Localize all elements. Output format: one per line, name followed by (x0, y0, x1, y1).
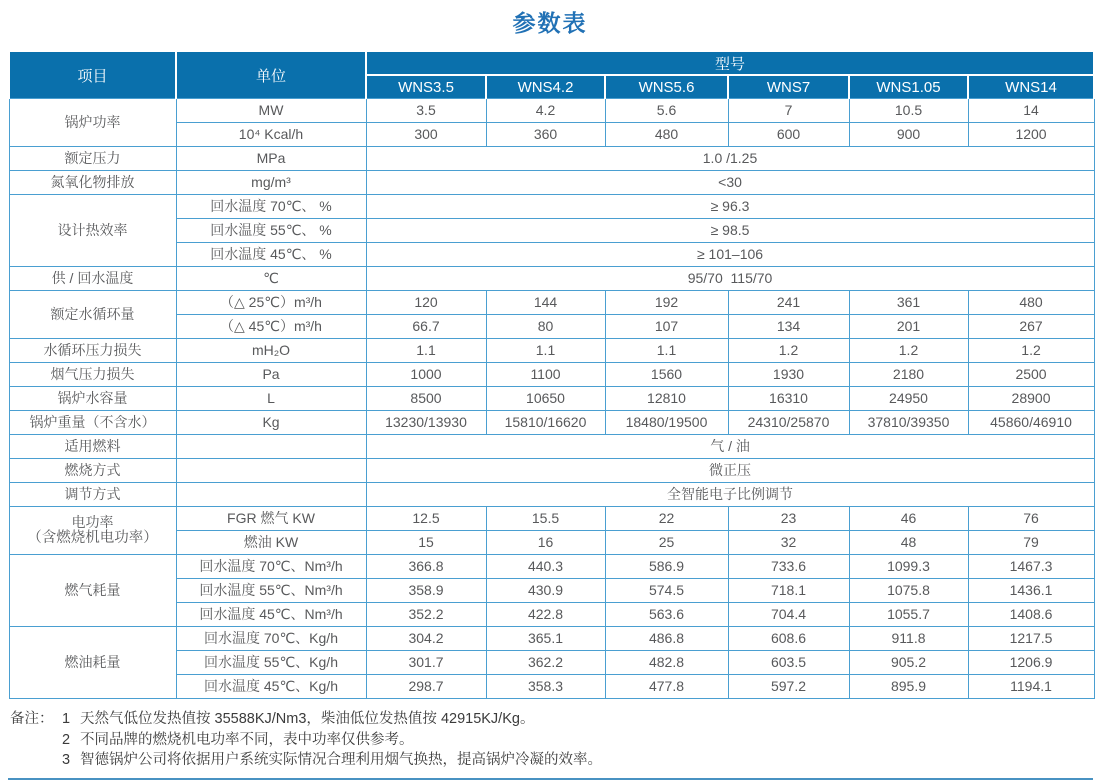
row-label-boiler-power: 锅炉功率 (9, 99, 176, 147)
unit-cell: 回水温度 45℃、Nm³/h (176, 603, 366, 627)
value-cell: 23 (728, 507, 849, 531)
note-line-3 (10, 750, 1100, 771)
value-cell: 298.7 (366, 675, 486, 699)
value-cell: 480 (968, 291, 1094, 315)
value-cell: 1206.9 (968, 651, 1094, 675)
value-cell: 46 (849, 507, 968, 531)
value-cell: 486.8 (605, 627, 728, 651)
value-cell: 48 (849, 531, 968, 555)
row-label-rated-circulation: 额定水循环量 (9, 291, 176, 339)
value-cell: 14 (968, 99, 1094, 123)
table-row (9, 267, 1094, 291)
row-label-electric-power (9, 507, 176, 555)
span-value-cell: 微正压 (366, 459, 1094, 483)
unit-cell: 10⁴ Kcal/h (176, 123, 366, 147)
value-cell: 192 (605, 291, 728, 315)
table-row (9, 291, 1094, 315)
value-cell: 15.5 (486, 507, 605, 531)
value-cell: 22 (605, 507, 728, 531)
table-row (9, 627, 1094, 651)
value-cell: 1217.5 (968, 627, 1094, 651)
table-row (9, 195, 1094, 219)
value-cell: 24310/25870 (728, 411, 849, 435)
note-text: 不同品牌的燃烧机电功率不同，表中功率仅供参考。 (80, 731, 414, 748)
value-cell: 304.2 (366, 627, 486, 651)
value-cell: 120 (366, 291, 486, 315)
value-cell: 79 (968, 531, 1094, 555)
note-number: 1 (62, 711, 71, 727)
value-cell: 360 (486, 123, 605, 147)
value-cell: 18480/19500 (605, 411, 728, 435)
value-cell: 80 (486, 315, 605, 339)
value-cell: 267 (968, 315, 1094, 339)
value-cell: 66.7 (366, 315, 486, 339)
row-label-line1: 电功率 (71, 514, 114, 531)
value-cell: 3.5 (366, 99, 486, 123)
row-label-supply-return-temp: 供 / 回水温度 (9, 267, 176, 291)
unit-cell: 回水温度 70℃、Nm³/h (176, 555, 366, 579)
value-cell: 352.2 (366, 603, 486, 627)
notes-prefix-spacer (10, 750, 62, 771)
unit-cell: mg/m³ (176, 171, 366, 195)
value-cell: 358.9 (366, 579, 486, 603)
notes-prefix-spacer (10, 730, 62, 751)
value-cell: 1408.6 (968, 603, 1094, 627)
unit-cell: FGR 燃气 KW (176, 507, 366, 531)
value-cell: 7 (728, 99, 849, 123)
row-label-circulation-pressure-loss: 水循环压力损失 (9, 339, 176, 363)
note-line-2 (10, 730, 1100, 751)
value-cell: 301.7 (366, 651, 486, 675)
value-cell: 10650 (486, 387, 605, 411)
value-cell: 107 (605, 315, 728, 339)
notes-prefix: 备注： (10, 711, 54, 727)
span-value-cell: ≥ 101–106 (366, 243, 1094, 267)
value-cell: 574.5 (605, 579, 728, 603)
value-cell: 482.8 (605, 651, 728, 675)
value-cell: 1436.1 (968, 579, 1094, 603)
table-row (9, 435, 1094, 459)
value-cell: 4.2 (486, 99, 605, 123)
value-cell: 733.6 (728, 555, 849, 579)
header-model-wns3-5: WNS3.5 (366, 75, 486, 99)
unit-cell: ℃ (176, 267, 366, 291)
span-value-cell: <30 (366, 171, 1094, 195)
value-cell: 1100 (486, 363, 605, 387)
header-row-1 (9, 51, 1094, 75)
value-cell: 1930 (728, 363, 849, 387)
unit-cell: mH₂O (176, 339, 366, 363)
value-cell: 15 (366, 531, 486, 555)
table-row (9, 459, 1094, 483)
table-row (9, 99, 1094, 123)
value-cell: 8500 (366, 387, 486, 411)
value-cell: 1075.8 (849, 579, 968, 603)
value-cell: 1.1 (486, 339, 605, 363)
note-text: 智德锅炉公司将依据用户系统实际情况合理利用烟气换热，提高锅炉冷凝的效率。 (80, 752, 602, 769)
value-cell: 422.8 (486, 603, 605, 627)
value-cell: 1099.3 (849, 555, 968, 579)
value-cell: 361 (849, 291, 968, 315)
value-cell: 603.5 (728, 651, 849, 675)
unit-cell: MW (176, 99, 366, 123)
value-cell: 480 (605, 123, 728, 147)
value-cell: 76 (968, 507, 1094, 531)
value-cell: 1200 (968, 123, 1094, 147)
header-model-group: 型号 (366, 51, 1094, 75)
value-cell: 12810 (605, 387, 728, 411)
unit-cell (176, 435, 366, 459)
table-row (9, 339, 1094, 363)
value-cell: 362.2 (486, 651, 605, 675)
bottom-divider (8, 778, 1093, 780)
unit-cell: 燃油 KW (176, 531, 366, 555)
note-line-1 (10, 709, 1100, 730)
span-value-cell: 气 / 油 (366, 435, 1094, 459)
span-value-cell: ≥ 98.5 (366, 219, 1094, 243)
header-unit: 单位 (176, 51, 366, 99)
value-cell: 16 (486, 531, 605, 555)
table-row (9, 555, 1094, 579)
row-label-combustion-mode: 燃烧方式 (9, 459, 176, 483)
row-label-nox-emission: 氮氧化物排放 (9, 171, 176, 195)
value-cell: 600 (728, 123, 849, 147)
value-cell: 1.2 (968, 339, 1094, 363)
unit-cell: （△ 25℃）m³/h (176, 291, 366, 315)
value-cell: 1055.7 (849, 603, 968, 627)
value-cell: 13230/13930 (366, 411, 486, 435)
value-cell: 5.6 (605, 99, 728, 123)
value-cell: 597.2 (728, 675, 849, 699)
parameters-table (8, 50, 1095, 699)
value-cell: 477.8 (605, 675, 728, 699)
value-cell: 32 (728, 531, 849, 555)
unit-cell: 回水温度 70℃、 % (176, 195, 366, 219)
value-cell: 300 (366, 123, 486, 147)
value-cell: 201 (849, 315, 968, 339)
value-cell: 1.2 (849, 339, 968, 363)
value-cell: 25 (605, 531, 728, 555)
span-value-cell: 1.0 /1.25 (366, 147, 1094, 171)
value-cell: 241 (728, 291, 849, 315)
header-model-wns14: WNS14 (968, 75, 1094, 99)
value-cell: 1.2 (728, 339, 849, 363)
value-cell: 440.3 (486, 555, 605, 579)
value-cell: 718.1 (728, 579, 849, 603)
value-cell: 911.8 (849, 627, 968, 651)
value-cell: 12.5 (366, 507, 486, 531)
value-cell: 358.3 (486, 675, 605, 699)
value-cell: 1467.3 (968, 555, 1094, 579)
header-model-wns4-2: WNS4.2 (486, 75, 605, 99)
note-text: 天然气低位发热值按 35588KJ/Nm3，柴油低位发热值按 42915KJ/Kg。 (80, 711, 535, 727)
notes (10, 709, 1100, 771)
value-cell: 1.1 (605, 339, 728, 363)
unit-cell: L (176, 387, 366, 411)
unit-cell: （△ 45℃）m³/h (176, 315, 366, 339)
note-number: 2 (62, 731, 71, 748)
row-label-boiler-weight: 锅炉重量（不含水） (9, 411, 176, 435)
unit-cell: MPa (176, 147, 366, 171)
page-title: 参数表 (512, 10, 588, 36)
row-label-rated-pressure: 额定压力 (9, 147, 176, 171)
value-cell: 1560 (605, 363, 728, 387)
table-row (9, 171, 1094, 195)
row-label-oil-consumption: 燃油耗量 (9, 627, 176, 699)
table-row (9, 363, 1094, 387)
value-cell: 895.9 (849, 675, 968, 699)
value-cell: 45860/46910 (968, 411, 1094, 435)
value-cell: 563.6 (605, 603, 728, 627)
unit-cell: 回水温度 55℃、 % (176, 219, 366, 243)
value-cell: 366.8 (366, 555, 486, 579)
table-row (9, 507, 1094, 531)
table-row (9, 411, 1094, 435)
unit-cell (176, 459, 366, 483)
row-label-regulation-mode: 调节方式 (9, 483, 176, 507)
value-cell: 704.4 (728, 603, 849, 627)
span-value-cell: 95/70 115/70 (366, 267, 1094, 291)
unit-cell (176, 483, 366, 507)
value-cell: 24950 (849, 387, 968, 411)
span-value-cell: ≥ 96.3 (366, 195, 1094, 219)
unit-cell: Pa (176, 363, 366, 387)
row-label-design-efficiency: 设计热效率 (9, 195, 176, 267)
unit-cell: 回水温度 55℃、Kg/h (176, 651, 366, 675)
value-cell: 15810/16620 (486, 411, 605, 435)
value-cell: 134 (728, 315, 849, 339)
unit-cell: 回水温度 55℃、Nm³/h (176, 579, 366, 603)
value-cell: 900 (849, 123, 968, 147)
value-cell: 608.6 (728, 627, 849, 651)
value-cell: 144 (486, 291, 605, 315)
value-cell: 2180 (849, 363, 968, 387)
unit-cell: 回水温度 70℃、Kg/h (176, 627, 366, 651)
span-value-cell: 全智能电子比例调节 (366, 483, 1094, 507)
value-cell: 365.1 (486, 627, 605, 651)
value-cell: 1194.1 (968, 675, 1094, 699)
table-row (9, 147, 1094, 171)
header-model-wns5-6: WNS5.6 (605, 75, 728, 99)
row-label-flue-gas-pressure-loss: 烟气压力损失 (9, 363, 176, 387)
value-cell: 10.5 (849, 99, 968, 123)
value-cell: 16310 (728, 387, 849, 411)
value-cell: 586.9 (605, 555, 728, 579)
header-model-wns7: WNS7 (728, 75, 849, 99)
unit-cell: 回水温度 45℃、Kg/h (176, 675, 366, 699)
header-model-wns1-05: WNS1.05 (849, 75, 968, 99)
value-cell: 28900 (968, 387, 1094, 411)
value-cell: 1000 (366, 363, 486, 387)
row-label-water-capacity: 锅炉水容量 (9, 387, 176, 411)
row-label-gas-consumption: 燃气耗量 (9, 555, 176, 627)
value-cell: 1.1 (366, 339, 486, 363)
value-cell: 430.9 (486, 579, 605, 603)
value-cell: 2500 (968, 363, 1094, 387)
table-row (9, 387, 1094, 411)
unit-cell: Kg (176, 411, 366, 435)
note-number: 3 (62, 752, 71, 769)
row-label-line2: （含燃烧机电功率） (27, 530, 158, 547)
row-label-applicable-fuel: 适用燃料 (9, 435, 176, 459)
header-item: 项目 (9, 51, 176, 99)
value-cell: 37810/39350 (849, 411, 968, 435)
unit-cell: 回水温度 45℃、 % (176, 243, 366, 267)
value-cell: 905.2 (849, 651, 968, 675)
table-row (9, 483, 1094, 507)
